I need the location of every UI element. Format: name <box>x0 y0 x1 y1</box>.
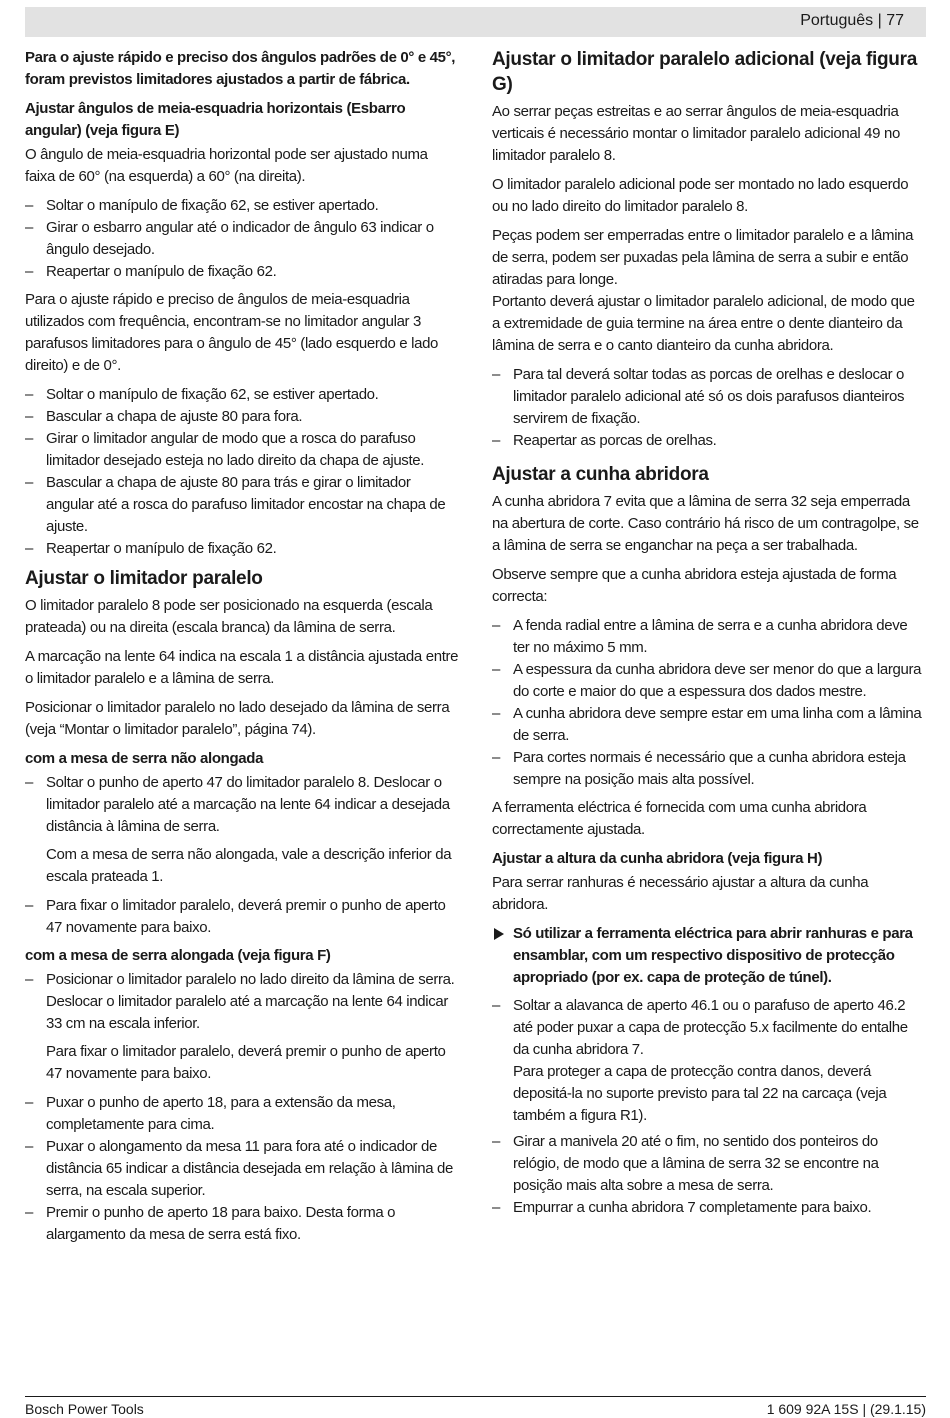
paragraph: A marcação na lente 64 indica na escala 1 a distância ajustada entre o limitador paralelo e a lâmina de serra. <box>25 648 459 687</box>
list-item: – Para tal deverá soltar todas as porcas de orelhas e deslocar o limitador paralelo adicional até só os dois parafusos dianteiros servirem de fixação. <box>492 364 924 430</box>
footer-doc-code: 1 609 92A 15S | (29.1.15) <box>766 1401 926 1417</box>
list-item: – Puxar o punho de aperto 18, para a extensão da mesa, completamente para cima. <box>25 1092 459 1136</box>
paragraph: Portanto deverá ajustar o limitador paralelo adicional, de modo que a extremidade de guia termine na área entre o dente dianteiro da lâmina de serra e o canto dianteiro da cunha abridora. <box>492 293 915 354</box>
steps-list <box>25 1092 459 1246</box>
heading-parallel-limiter: Ajustar o limitador paralelo <box>25 568 263 589</box>
list-item: – Posicionar o limitador paralelo no lado direito da lâmina de serra. Deslocar o limitador paralelo até a marcação na lente 64 indicar 33 cm na escala inferior. <box>25 969 459 1035</box>
paragraph: O ângulo de meia-esquadria horizontal pode ser ajustado numa faixa de 60° (na esquerda) a 60° (na direita). <box>25 146 428 185</box>
steps-list <box>492 615 924 791</box>
list-item: – Reapertar o manípulo de fixação 62. <box>25 261 459 283</box>
steps-list <box>25 895 459 939</box>
steps-list <box>492 1131 924 1219</box>
list-item: – Soltar o manípulo de fixação 62, se estiver apertado. <box>25 384 459 406</box>
list-item: – A espessura da cunha abridora deve ser menor do que a largura do corte e maior do que a espessura dos dados mestre. <box>492 659 924 703</box>
steps-list <box>25 969 459 1035</box>
indented-note: Para proteger a capa de protecção contra danos, deverá depositá-la no suporte previsto para tal 22 na carcaça (veja também a figura R1). <box>513 1063 887 1124</box>
footer-brand: Bosch Power Tools <box>25 1401 144 1417</box>
indented-note: Para fixar o limitador paralelo, deverá premir o punho de aperto 47 novamente para baixo. <box>46 1043 446 1082</box>
left-column <box>25 47 459 1252</box>
list-item: – Premir o punho de aperto 18 para baixo. Desta forma o alargamento da mesa de serra está fixo. <box>25 1202 459 1246</box>
heading-riving-knife: Ajustar a cunha abridora <box>492 464 709 485</box>
paragraph: O limitador paralelo 8 pode ser posicionado na esquerda (escala prateada) ou na direita (escala branca) da lâmina de serra. <box>25 597 433 636</box>
list-item: – Girar o esbarro angular até o indicador de ângulo 63 indicar o ângulo desejado. <box>25 217 459 261</box>
list-item: – Reapertar as porcas de orelhas. <box>492 430 924 452</box>
list-item: – Bascular a chapa de ajuste 80 para fora. <box>25 406 459 428</box>
list-item: – A cunha abridora deve sempre estar em uma linha com a lâmina de serra. <box>492 703 924 747</box>
steps-list <box>492 364 924 452</box>
list-item: – Soltar o punho de aperto 47 do limitador paralelo 8. Deslocar o limitador paralelo até a marcação na lente 64 indicar a desejada distância à lâmina de serra. <box>25 772 459 838</box>
warning-text: Só utilizar a ferramenta eléctrica para abrir ranhuras e para ensamblar, com um respectivo dispositivo de protecção apropriado (por ex. capa de proteção de túnel). <box>513 925 913 986</box>
warning-note <box>492 923 924 989</box>
list-item: – Girar o limitador angular de modo que a rosca do parafuso limitador desejado esteja no lado direito da chapa de ajuste. <box>25 428 459 472</box>
page-number: Português | 77 <box>800 12 904 29</box>
list-item: – Bascular a chapa de ajuste 80 para trás e girar o limitador angular até a rosca do parafuso limitador encostar na chapa de ajuste. <box>25 472 459 538</box>
list-item: – Para cortes normais é necessário que a cunha abridora esteja sempre na posição mais alta possível. <box>492 747 924 791</box>
triangle-bullet-icon <box>494 928 504 940</box>
intro-paragraph: Para o ajuste rápido e preciso dos ângulos padrões de 0° e 45°, foram previstos limitadores ajustados a partir de fábrica. <box>25 49 456 88</box>
indented-note: Com a mesa de serra não alongada, vale a descrição inferior da escala prateada 1. <box>46 846 452 885</box>
paragraph: Peças podem ser emperradas entre o limitador paralelo e a lâmina de serra, podem ser puxadas pela lâmina de serra a subir e então atiradas para longe. <box>492 227 914 288</box>
paragraph: Ao serrar peças estreitas e ao serrar ângulos de meia-esquadria verticais é necessário montar o limitador paralelo adicional 49 no limitador paralelo 8. <box>492 103 900 164</box>
right-column <box>492 47 924 1225</box>
heading-table-extended: com a mesa de serra alongada (veja figura F) <box>25 947 331 964</box>
steps-list <box>492 995 924 1061</box>
page-header <box>25 7 926 37</box>
list-item: – Puxar o alongamento da mesa 11 para fora até o indicador de distância 65 indicar a distância desejada em relação à lâmina de serra, na escala superior. <box>25 1136 459 1202</box>
paragraph: Posicionar o limitador paralelo no lado desejado da lâmina de serra (veja “Montar o limitador paralelo”, página 74). <box>25 699 450 738</box>
steps-list <box>25 384 459 560</box>
heading-table-not-extended: com a mesa de serra não alongada <box>25 750 264 767</box>
paragraph: A ferramenta eléctrica é fornecida com uma cunha abridora correctamente ajustada. <box>492 799 867 838</box>
paragraph: A cunha abridora 7 evita que a lâmina de serra 32 seja emperrada na abertura de corte. Caso contrário há risco de um contragolpe, se a lâmina de serra se enganchar na peça a ser trabalhada. <box>492 493 919 554</box>
heading-riving-knife-height: Ajustar a altura da cunha abridora (veja figura H) <box>492 850 823 867</box>
list-item: – A fenda radial entre a lâmina de serra e a cunha abridora deve ter no máximo 5 mm. <box>492 615 924 659</box>
list-item: – Para fixar o limitador paralelo, deverá premir o punho de aperto 47 novamente para baixo. <box>25 895 459 939</box>
paragraph: Para o ajuste rápido e preciso de ângulos de meia-esquadria utilizados com frequência, encontram-se no limitador angular 3 parafusos limitadores para o ângulo de 45° (lado esquerdo e lado direito) e de 0°. <box>25 291 439 374</box>
list-item: – Soltar o manípulo de fixação 62, se estiver apertado. <box>25 195 459 217</box>
list-item: – Reapertar o manípulo de fixação 62. <box>25 538 459 560</box>
paragraph: Observe sempre que a cunha abridora esteja ajustada de forma correcta: <box>492 566 897 605</box>
heading-horizontal-miter: Ajustar ângulos de meia-esquadria horizontais (Esbarro angular) (veja figura E) <box>25 100 406 139</box>
page-footer <box>25 1396 926 1417</box>
steps-list <box>25 772 459 838</box>
list-item: – Girar a manivela 20 até o fim, no sentido dos ponteiros do relógio, de modo que a lâmina de serra 32 se encontre na posição mais alta sobre a mesa de serra. <box>492 1131 924 1197</box>
paragraph: Para serrar ranhuras é necessário ajustar a altura da cunha abridora. <box>492 874 869 913</box>
list-item: – Empurrar a cunha abridora 7 completamente para baixo. <box>492 1197 924 1219</box>
paragraph: O limitador paralelo adicional pode ser montado no lado esquerdo ou no lado direito do limitador paralelo 8. <box>492 176 909 215</box>
steps-list <box>25 195 459 283</box>
list-item: – Soltar a alavanca de aperto 46.1 ou o parafuso de aperto 46.2 até poder puxar a capa de protecção 5.x facilmente do entalhe da cunha abridora 7. <box>492 995 924 1061</box>
heading-additional-limiter: Ajustar o limitador paralelo adicional (veja figura G) <box>492 49 917 95</box>
